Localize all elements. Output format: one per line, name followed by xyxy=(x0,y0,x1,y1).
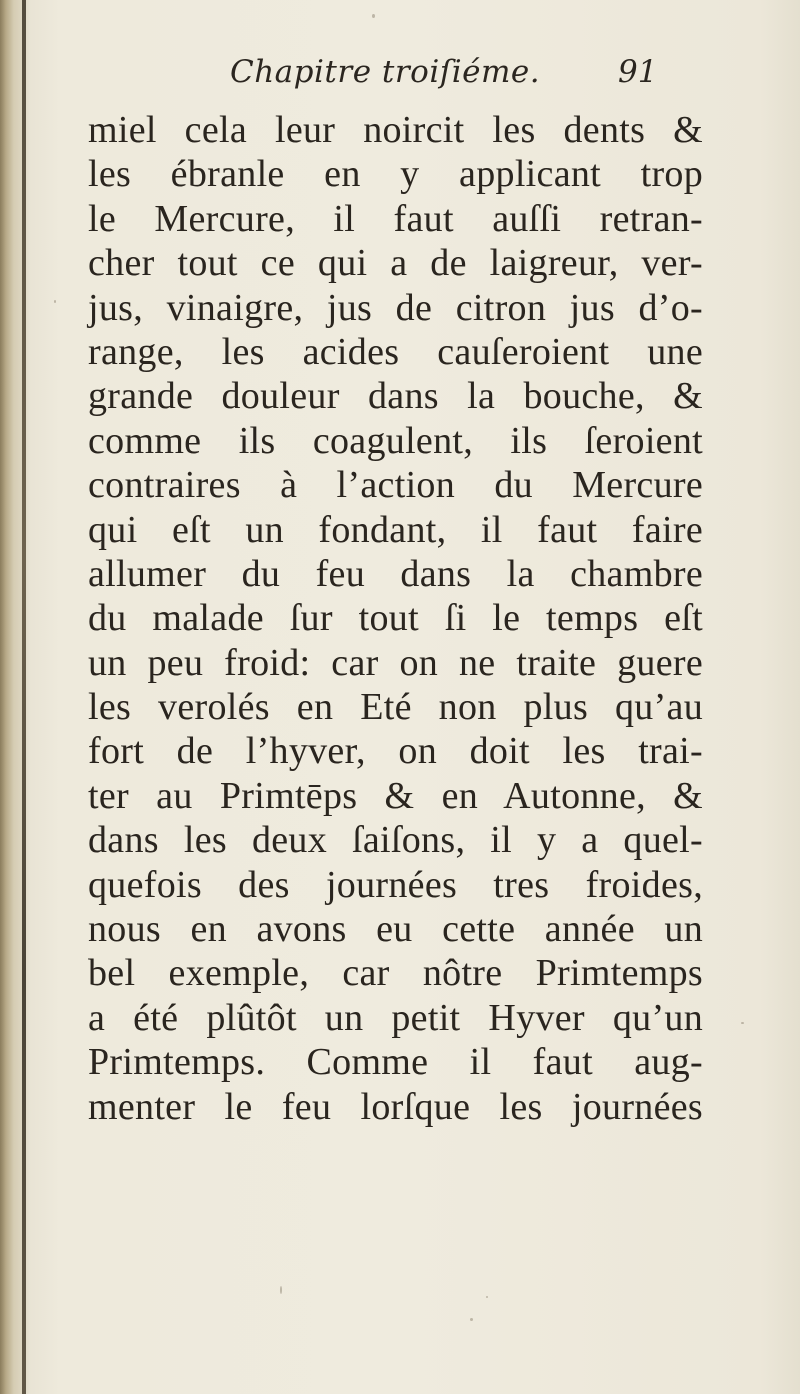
text-line: jus, vinaigre, jus de citron jus d’o- xyxy=(88,286,703,329)
text-line: bel exemple, car nôtre Primtemps xyxy=(88,952,703,995)
text-line: un peu froid: car on ne traite guere xyxy=(88,641,703,684)
paper-speck xyxy=(486,1296,488,1298)
paper-speck xyxy=(741,1022,744,1024)
text-line: grande douleur dans la bouche, & xyxy=(88,375,703,418)
text-line: les verolés en Eté non plus qu’au xyxy=(88,686,703,729)
paper-speck xyxy=(470,1318,473,1321)
text-line: ter au Primtēps & en Autonne, & xyxy=(88,774,703,817)
running-head xyxy=(90,54,690,104)
page-number: 91 xyxy=(618,54,658,90)
paper-speck xyxy=(372,14,375,18)
text-line: comme ils coagulent, ils ſeroient xyxy=(88,419,703,462)
text-line: allumer du feu dans la chambre xyxy=(88,552,703,595)
text-line: cher tout ce qui a de laigreur, ver- xyxy=(88,242,703,285)
text-line: range, les acides cauſeroient une xyxy=(88,330,703,373)
text-line: le Mercure, il faut auſſi retran- xyxy=(88,197,703,240)
text-line: fort de l’hyver, on doit les trai- xyxy=(88,730,703,773)
paper-speck xyxy=(54,300,56,303)
text-line: dans les deux ſaiſons, il y a quel- xyxy=(88,819,703,862)
text-line: du malade ſur tout ſi le temps eſt xyxy=(88,597,703,640)
body-text xyxy=(88,108,703,1129)
text-line: a été plûtôt un petit Hyver qu’un xyxy=(88,996,703,1039)
paper-speck xyxy=(280,1286,282,1294)
text-line: les ébranle en y applicant trop xyxy=(88,153,703,196)
text-line: contraires à l’action du Mercure xyxy=(88,464,703,507)
text-line: nous en avons eu cette année un xyxy=(88,908,703,951)
chapter-title: Chapitre troiſiéme. xyxy=(230,54,541,90)
text-line: menter le feu lorſque les journées xyxy=(88,1085,703,1128)
text-line: miel cela leur noircit les dents & xyxy=(88,109,703,151)
text-line: quefois des journées tres froides, xyxy=(88,863,703,906)
text-line: qui eſt un fondant, il faut faire xyxy=(88,508,703,551)
text-line: Primtemps. Comme il faut aug- xyxy=(88,1041,703,1084)
binding-edge xyxy=(22,0,26,1394)
